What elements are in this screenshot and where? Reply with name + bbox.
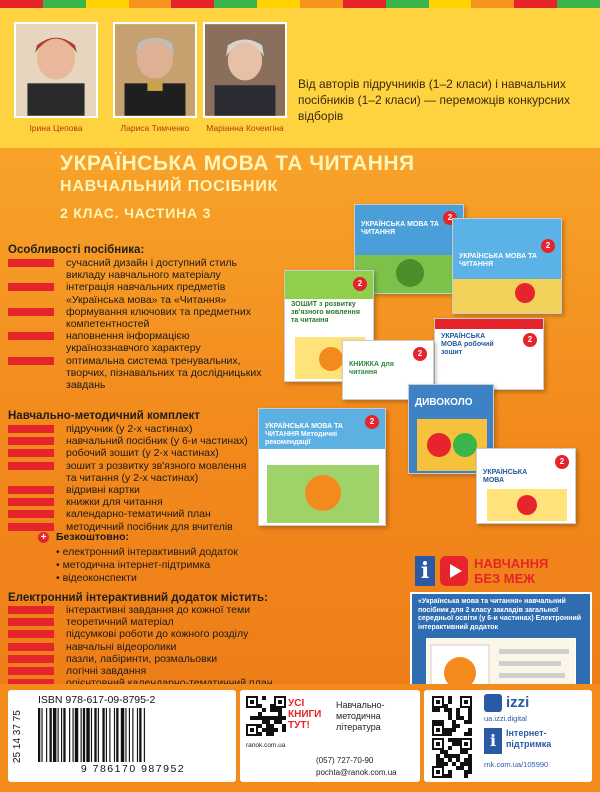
- kit-item: [8, 435, 338, 447]
- cover-language-book: [476, 448, 576, 524]
- feature-item-text: викладу навчального матеріалу: [66, 269, 221, 282]
- publisher-phone: (057) 727-70-90: [316, 756, 374, 765]
- bullet-marker: [8, 498, 54, 506]
- features-list: [8, 257, 338, 391]
- feature-item: [8, 294, 338, 306]
- book-grade-part: 2 КЛАС. ЧАСТИНА 3: [60, 205, 212, 221]
- play-logo-icon: [440, 556, 468, 586]
- cover-grade-7: 2: [365, 415, 379, 429]
- free-item-3: • відеоконспекти: [56, 572, 137, 584]
- barcode-panel: [8, 690, 236, 782]
- bullet-marker: [8, 523, 54, 531]
- app-feature-item: [8, 665, 338, 677]
- barcode-number: 9 786170 987952: [80, 763, 186, 775]
- internet-support-label: Інтернет-підтримка: [506, 728, 552, 749]
- bullet-marker: [8, 474, 54, 482]
- cover-title-4: УКРАЇНСЬКА МОВА робочий зошит: [441, 333, 494, 356]
- bullet-marker: [8, 510, 54, 518]
- bullet-marker: [8, 344, 54, 352]
- feature-item: [8, 330, 338, 342]
- kit-item-text: та читання (у 2-х частинах): [66, 471, 199, 484]
- publisher-email[interactable]: pochta@ranok.com.ua: [316, 768, 397, 777]
- kit-item: [8, 508, 338, 520]
- app-heading: Електронний інтерактивний додаток містить:: [8, 592, 268, 604]
- support-i-icon: i: [484, 728, 502, 754]
- feature-item-text: оптимальна система тренувальних,: [66, 354, 241, 367]
- app-feature-item: [8, 653, 338, 665]
- publisher-panel: [240, 690, 420, 782]
- info-i-icon: i: [415, 556, 435, 586]
- kit-item-text: книжки для читання: [66, 496, 163, 509]
- barcode-icon: [38, 708, 228, 762]
- top-color-stripes: [0, 0, 600, 8]
- kit-item-text: календарно-тематичний план: [66, 508, 211, 521]
- cover-textbook-2: [452, 218, 562, 314]
- feature-item: [8, 257, 338, 269]
- author-name-2: Лариса Тимченко: [120, 123, 190, 133]
- feature-item: [8, 355, 338, 367]
- feature-item-text: завдань: [66, 379, 106, 392]
- publisher-url[interactable]: ranok.com.ua: [246, 742, 286, 749]
- app-preview-text: «Українська мова та читання» навчальний посібник для 2 класу закладів загальної середньої освіти (у 6-и частинах) Електронний інтерактивний додаток: [418, 598, 582, 631]
- bullet-marker: [8, 296, 54, 304]
- kit-item: [8, 460, 338, 472]
- kit-item: [8, 484, 338, 496]
- all-books-here: УСІ КНИГИ ТУТ!: [288, 698, 322, 731]
- feature-item: [8, 306, 338, 318]
- kit-item: [8, 472, 338, 484]
- bullet-marker: [8, 283, 54, 291]
- kit-item-text: методичний посібник для вчителів: [66, 520, 233, 533]
- bullet-marker: [8, 357, 54, 365]
- kit-item-text: робочий зошит (у 2-х частинах): [66, 447, 219, 460]
- bullet-marker: [8, 381, 54, 389]
- kit-item: [8, 496, 338, 508]
- bullet-marker: [8, 486, 54, 494]
- feature-item: [8, 318, 338, 330]
- feature-item-text: наповнення інформацією: [66, 330, 190, 343]
- free-item-2: • методична інтернет-підтримка: [56, 559, 211, 571]
- feature-item-text: україноззнавчого характеру: [66, 342, 201, 355]
- kit-item-text: навчальний посібник (у 6-и частинах): [66, 435, 248, 448]
- support-qr-code-icon[interactable]: [432, 738, 472, 778]
- cover-workbook: [434, 318, 544, 390]
- features-heading: Особливості посібника:: [8, 244, 145, 256]
- bullet-marker: [8, 655, 54, 663]
- cover-title-2: УКРАЇНСЬКА МОВА ТА ЧИТАННЯ: [459, 253, 537, 268]
- author-photo-3: [203, 22, 287, 118]
- author-name-3: Маріанна Кочеигіна: [206, 123, 284, 133]
- bullet-marker: [8, 618, 54, 626]
- cover-title-8: УКРАЇНСЬКА МОВА: [483, 469, 528, 484]
- app-feature-item: [8, 628, 338, 640]
- book-subtitle: НАВЧАЛЬНИЙ ПОСІБНИК: [60, 178, 279, 195]
- cover-grade-2: 2: [541, 239, 555, 253]
- cover-title-7: УКРАЇНСЬКА МОВА ТА ЧИТАННЯ Методичні рекомендації: [265, 423, 343, 446]
- app-feature-item-text: інтерактивні завдання до кожної теми: [66, 604, 251, 616]
- cover-grade-1: 2: [443, 211, 457, 225]
- bullet-marker: [8, 462, 54, 470]
- author-name-1: Ірина Цепова: [29, 123, 83, 133]
- app-feature-item: [8, 616, 338, 628]
- kit-item-text: підручник (у 2-х частинах): [66, 423, 193, 435]
- kit-item-text: зошит з розвитку зв'язного мовлення: [66, 459, 247, 472]
- izzi-panel: [424, 690, 592, 782]
- bullet-marker: [8, 667, 54, 675]
- cover-grade-3: 2: [353, 277, 367, 291]
- cover-grade-8: 2: [555, 455, 569, 469]
- feature-item: [8, 269, 338, 281]
- feature-item: [8, 342, 338, 354]
- bullet-marker: [8, 606, 54, 614]
- kit-item: [8, 423, 338, 435]
- izzi-qr-code-icon[interactable]: [432, 696, 472, 736]
- bullet-marker: [8, 271, 54, 279]
- cover-title-6: ДИВОКОЛО: [415, 397, 473, 408]
- side-code: 25 14 37 75: [12, 710, 23, 764]
- izzi-url[interactable]: ua.izzi.digital: [484, 714, 527, 723]
- app-feature-item-text: теоретичний матеріал: [66, 616, 174, 629]
- support-url[interactable]: rnk.com.ua/105990: [484, 760, 549, 769]
- isbn: ISBN 978-617-09-8795-2: [38, 694, 156, 706]
- feature-item-text: компетентностей: [66, 318, 150, 331]
- kit-item-text: відривні картки: [66, 484, 140, 497]
- feature-item: [8, 281, 338, 293]
- brand-line-1: НАВЧАННЯ: [474, 556, 549, 571]
- feature-item-text: інтеграція навчальних предметів: [66, 281, 226, 294]
- feature-item-text: творчих, пізнавальних та дослідницьких: [66, 366, 262, 379]
- feature-item-text: сучасний дизайн і доступний стиль: [66, 257, 238, 269]
- qr-code-icon[interactable]: [246, 696, 286, 736]
- authors-tagline: Від авторів підручників (1–2 класи) і навчальних посібників (1–2 класи) — переможців конкурсних відборів: [298, 77, 570, 123]
- book-title: УКРАЇНСЬКА МОВА ТА ЧИТАННЯ: [60, 152, 415, 175]
- bullet-marker: [8, 425, 54, 433]
- app-features-list: [8, 604, 338, 689]
- app-feature-item-text: пазли, лабіринти, розмальовки: [66, 652, 218, 665]
- cover-title-5: КНИЖКА для читання: [349, 361, 394, 376]
- kit-item: [8, 447, 338, 459]
- izzi-logo-icon: [484, 694, 502, 712]
- brand-line-2: БЕЗ МЕЖ: [474, 571, 536, 586]
- app-feature-item: [8, 604, 338, 616]
- bullet-marker: [8, 369, 54, 377]
- author-photo-2: [113, 22, 197, 118]
- bullet-marker: [8, 437, 54, 445]
- kit-list: [8, 423, 338, 533]
- publisher-category: Навчально-методична література: [336, 700, 385, 732]
- free-heading: Безкоштовно:: [56, 531, 130, 543]
- app-feature-item: [8, 641, 338, 653]
- feature-item: [8, 379, 338, 391]
- plus-icon: +: [38, 532, 49, 543]
- bullet-marker: [8, 308, 54, 316]
- app-feature-item-text: логічні завдання: [66, 665, 147, 678]
- brand-slogan: [474, 556, 548, 586]
- cover-grade-4: 2: [523, 333, 537, 347]
- cover-grade-5: 2: [413, 347, 427, 361]
- feature-item-text: «Українська мова» та «Читання»: [66, 293, 227, 306]
- app-feature-item-text: навчальні відеоролики: [66, 640, 177, 653]
- bullet-marker: [8, 630, 54, 638]
- bullet-marker: [8, 320, 54, 328]
- bullet-marker: [8, 332, 54, 340]
- author-photo-1: [14, 22, 98, 118]
- free-item-1: • електронний інтерактивний додаток: [56, 546, 238, 558]
- kit-heading: Навчально-методичний комплект: [8, 410, 200, 422]
- feature-item-text: формування ключових та предметних: [66, 305, 251, 318]
- izzi-wordmark: izzi: [506, 694, 530, 711]
- bullet-marker: [8, 449, 54, 457]
- bullet-marker: [8, 259, 54, 267]
- bullet-marker: [8, 643, 54, 651]
- feature-item: [8, 367, 338, 379]
- cover-title-1: УКРАЇНСЬКА МОВА ТА ЧИТАННЯ: [361, 221, 439, 236]
- app-feature-item-text: підсумкові роботи до кожного розділу: [66, 628, 249, 641]
- cover-title-3: ЗОШИТ з розвитку зв'язного мовлення та читання: [291, 301, 360, 324]
